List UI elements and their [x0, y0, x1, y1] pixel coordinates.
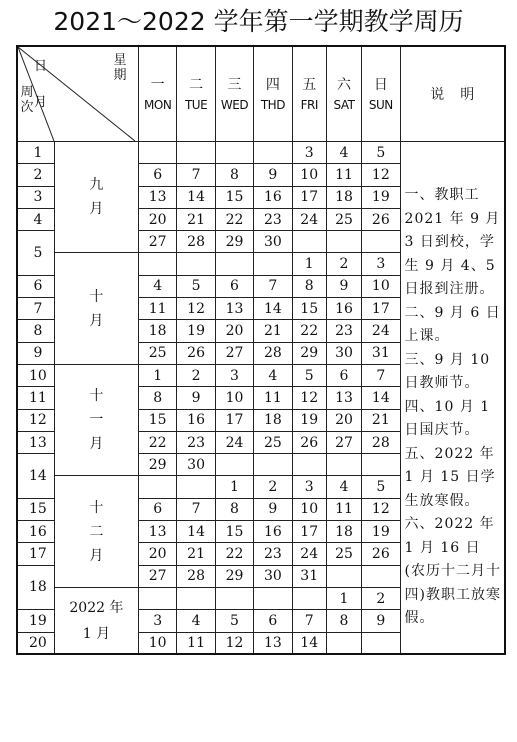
week-number-cell: 19: [17, 610, 54, 632]
week-number-cell: 5: [17, 231, 54, 276]
day-cell: 3: [362, 253, 400, 275]
day-cell: 14: [177, 186, 215, 208]
day-cell: 19: [362, 521, 400, 543]
month-cell-dec: [54, 476, 138, 587]
day-cell: 29: [215, 231, 253, 253]
day-cell: 11: [138, 298, 176, 320]
day-cell: 15: [215, 186, 253, 208]
day-cell: 7: [177, 164, 215, 186]
day-cell: 10: [138, 632, 176, 654]
day-cell: 11: [326, 498, 361, 520]
day-cell: [177, 476, 215, 498]
week-number-cell: 16: [17, 521, 54, 543]
day-cell: [326, 454, 361, 476]
day-cell: 20: [138, 543, 176, 565]
day-cell: 23: [254, 208, 292, 230]
remarks-notes: [400, 142, 505, 655]
corner-day-label: 日: [34, 59, 48, 74]
day-cell: [138, 587, 176, 609]
day-cell: 17: [215, 409, 253, 431]
note-item: 四、10 月 1 日国庆节。: [404, 398, 491, 438]
week-number-cell: 10: [17, 364, 54, 386]
day-cell: 14: [292, 632, 326, 654]
week-number-cell: 8: [17, 320, 54, 342]
day-cell: 26: [177, 342, 215, 364]
calendar-body: [17, 142, 505, 655]
day-cell: 9: [177, 387, 215, 409]
day-cell: [215, 253, 253, 275]
day-cell: 5: [215, 610, 253, 632]
week-number-cell: 13: [17, 431, 54, 453]
day-cell: 25: [138, 342, 176, 364]
month-year-label: 2022 年: [69, 599, 124, 616]
day-cell: 15: [292, 298, 326, 320]
day-cell: 22: [292, 320, 326, 342]
day-cell: 2: [177, 364, 215, 386]
day-cell: 8: [326, 610, 361, 632]
day-cell: 30: [254, 231, 292, 253]
day-cell: 11: [326, 164, 361, 186]
month-cell-sep: [54, 142, 138, 253]
corner-weekday-label: 星期: [113, 53, 127, 83]
day-cell: 27: [215, 342, 253, 364]
day-cell: [326, 565, 361, 587]
week-number-cell: 2: [17, 164, 54, 186]
week-number-cell: 4: [17, 208, 54, 230]
day-cell: 21: [362, 409, 400, 431]
day-cell: 13: [254, 632, 292, 654]
day-header-mon: 一 MON: [138, 46, 176, 142]
day-cell: 5: [362, 142, 400, 164]
calendar-table: [16, 45, 506, 655]
day-header-sat: 六 SAT: [326, 46, 361, 142]
day-cell: 16: [177, 409, 215, 431]
day-cell: 1: [292, 253, 326, 275]
day-cell: 14: [362, 387, 400, 409]
day-cell: [362, 454, 400, 476]
day-cell: 18: [326, 186, 361, 208]
day-cell: 24: [215, 431, 253, 453]
day-cell: 3: [138, 610, 176, 632]
day-cell: 28: [177, 565, 215, 587]
day-cell: [254, 253, 292, 275]
day-cell: [138, 476, 176, 498]
week-number-cell: 18: [17, 565, 54, 610]
day-cell: 25: [254, 431, 292, 453]
day-cell: [177, 587, 215, 609]
day-cell: 1: [138, 364, 176, 386]
day-cell: 19: [362, 186, 400, 208]
day-cell: 19: [292, 409, 326, 431]
day-cell: 10: [292, 164, 326, 186]
day-cell: 19: [177, 320, 215, 342]
day-cell: 13: [326, 387, 361, 409]
day-cell: 16: [326, 298, 361, 320]
month-label: 九月: [89, 177, 104, 218]
day-cell: 1: [215, 476, 253, 498]
day-cell: 12: [292, 387, 326, 409]
day-cell: 3: [215, 364, 253, 386]
day-cell: 9: [362, 610, 400, 632]
day-cell: 10: [292, 498, 326, 520]
day-cell: [326, 632, 361, 654]
day-cell: [138, 142, 176, 164]
day-cell: 22: [215, 208, 253, 230]
day-cell: 31: [292, 565, 326, 587]
day-cell: 6: [215, 275, 253, 297]
week-number-cell: 12: [17, 409, 54, 431]
day-cell: 6: [138, 164, 176, 186]
week-number-cell: 15: [17, 498, 54, 520]
day-cell: 21: [177, 208, 215, 230]
week-number-cell: 9: [17, 342, 54, 364]
day-cell: 10: [362, 275, 400, 297]
day-cell: 11: [254, 387, 292, 409]
day-cell: 17: [292, 186, 326, 208]
day-cell: 5: [362, 476, 400, 498]
day-cell: [215, 587, 253, 609]
day-header-wed: 三 WED: [215, 46, 253, 142]
day-cell: 16: [254, 521, 292, 543]
day-cell: 22: [215, 543, 253, 565]
day-cell: 31: [362, 342, 400, 364]
day-cell: 7: [254, 275, 292, 297]
day-cell: 4: [326, 476, 361, 498]
day-cell: 7: [177, 498, 215, 520]
month-label: 十二月: [89, 499, 104, 564]
day-cell: 7: [362, 364, 400, 386]
week-number-cell: 6: [17, 275, 54, 297]
day-cell: 24: [292, 208, 326, 230]
day-cell: 5: [292, 364, 326, 386]
day-cell: 29: [292, 342, 326, 364]
day-cell: 28: [362, 431, 400, 453]
day-header-fri: 五 FRI: [292, 46, 326, 142]
week-number-cell: 1: [17, 142, 54, 164]
day-cell: 13: [138, 186, 176, 208]
day-header-sun: 日 SUN: [362, 46, 400, 142]
day-cell: 18: [254, 409, 292, 431]
day-cell: 28: [177, 231, 215, 253]
day-cell: 15: [215, 521, 253, 543]
week-number-cell: 7: [17, 298, 54, 320]
day-cell: 8: [215, 498, 253, 520]
day-cell: 23: [177, 431, 215, 453]
day-cell: [292, 231, 326, 253]
day-cell: [215, 454, 253, 476]
day-cell: 14: [177, 521, 215, 543]
day-cell: 9: [326, 275, 361, 297]
note-item: 五、2022 年 1 月 15 日学生放寒假。: [404, 445, 496, 509]
day-cell: 26: [292, 431, 326, 453]
day-cell: 27: [138, 231, 176, 253]
note-item: 三、9 月 10 日教师节。: [404, 351, 491, 391]
day-cell: 21: [177, 543, 215, 565]
day-header-thu: 四 THD: [254, 46, 292, 142]
day-cell: [138, 253, 176, 275]
day-cell: 30: [177, 454, 215, 476]
month-cell-nov: [54, 364, 138, 475]
day-cell: 8: [292, 275, 326, 297]
day-cell: [292, 587, 326, 609]
day-cell: 18: [138, 320, 176, 342]
day-cell: 6: [138, 498, 176, 520]
day-cell: [177, 253, 215, 275]
day-cell: 1: [326, 587, 361, 609]
day-cell: 7: [292, 610, 326, 632]
day-cell: 17: [362, 298, 400, 320]
day-cell: 12: [362, 164, 400, 186]
day-cell: [292, 454, 326, 476]
day-cell: [254, 587, 292, 609]
day-cell: 6: [254, 610, 292, 632]
day-cell: 24: [362, 320, 400, 342]
month-cell-oct: [54, 253, 138, 364]
month-cell-jan: [54, 587, 138, 654]
day-cell: 25: [326, 208, 361, 230]
day-cell: 3: [292, 142, 326, 164]
day-cell: 3: [292, 476, 326, 498]
day-cell: 20: [326, 409, 361, 431]
day-cell: 10: [215, 387, 253, 409]
day-header-tue: 二 TUE: [177, 46, 215, 142]
month-label: 十一月: [89, 388, 104, 453]
day-cell: 6: [326, 364, 361, 386]
day-cell: 20: [215, 320, 253, 342]
table-row: [17, 142, 505, 164]
day-cell: 13: [138, 521, 176, 543]
week-number-cell: 11: [17, 387, 54, 409]
day-cell: 4: [254, 364, 292, 386]
week-number-cell: 17: [17, 543, 54, 565]
month-label: 1 月: [82, 625, 111, 642]
day-cell: 12: [362, 498, 400, 520]
day-cell: [254, 142, 292, 164]
day-cell: 26: [362, 543, 400, 565]
day-cell: 12: [215, 632, 253, 654]
week-number-cell: 3: [17, 186, 54, 208]
day-cell: [177, 142, 215, 164]
header-row: [17, 46, 505, 142]
day-cell: 4: [177, 610, 215, 632]
page-title: 2021～2022 学年第一学期教学周历: [53, 7, 464, 36]
note-item: 二、9 月 6 日上课。: [404, 304, 501, 344]
day-cell: 5: [177, 275, 215, 297]
day-cell: 4: [326, 142, 361, 164]
day-cell: [362, 565, 400, 587]
corner-month-label: 月: [34, 95, 48, 110]
day-cell: 28: [254, 342, 292, 364]
day-cell: 8: [138, 387, 176, 409]
day-cell: 2: [254, 476, 292, 498]
day-cell: 9: [254, 498, 292, 520]
note-item: 六、2022 年 1 月 16 日(农历十二月十四)教职工放寒假。: [404, 516, 502, 626]
day-cell: 24: [292, 543, 326, 565]
day-cell: 2: [362, 587, 400, 609]
day-cell: 29: [138, 454, 176, 476]
day-cell: 29: [215, 565, 253, 587]
day-cell: 8: [215, 164, 253, 186]
day-cell: 13: [215, 298, 253, 320]
day-cell: 20: [138, 208, 176, 230]
day-cell: 21: [254, 320, 292, 342]
day-cell: 30: [326, 342, 361, 364]
day-cell: 22: [138, 431, 176, 453]
day-cell: 26: [362, 208, 400, 230]
day-cell: 4: [138, 275, 176, 297]
day-cell: 15: [138, 409, 176, 431]
day-cell: 23: [254, 543, 292, 565]
day-cell: 27: [326, 431, 361, 453]
remarks-header: 说明: [400, 46, 505, 142]
day-cell: [215, 142, 253, 164]
day-cell: [326, 231, 361, 253]
week-number-cell: 14: [17, 454, 54, 499]
day-cell: [362, 231, 400, 253]
day-cell: 27: [138, 565, 176, 587]
day-cell: 18: [326, 521, 361, 543]
note-item: 一、教职工 2021 年 9 月 3 日到校，学生 9 月 4、5 日报到注册。: [404, 187, 501, 297]
day-cell: 11: [177, 632, 215, 654]
corner-week-label: 周次: [20, 85, 34, 115]
month-label: 十月: [89, 288, 104, 329]
day-cell: [254, 454, 292, 476]
day-cell: 2: [326, 253, 361, 275]
day-cell: 16: [254, 186, 292, 208]
day-cell: 12: [177, 298, 215, 320]
corner-cell: [17, 46, 138, 142]
day-cell: 30: [254, 565, 292, 587]
day-cell: 23: [326, 320, 361, 342]
day-cell: [362, 632, 400, 654]
day-cell: 25: [326, 543, 361, 565]
week-number-cell: 20: [17, 632, 54, 654]
day-cell: 14: [254, 298, 292, 320]
day-cell: 9: [254, 164, 292, 186]
day-cell: 17: [292, 521, 326, 543]
